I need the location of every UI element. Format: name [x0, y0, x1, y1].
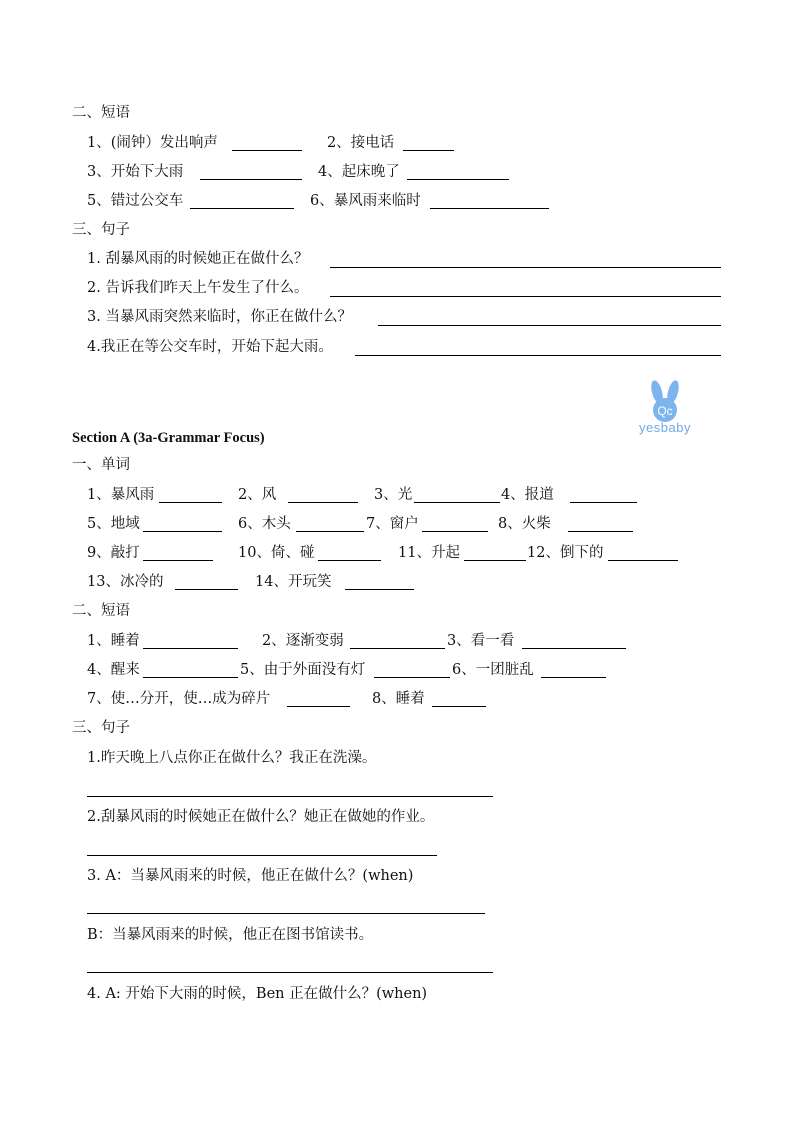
sentence-prompt: 3. A：当暴风雨来的时候，他正在做什么？(when): [87, 868, 414, 884]
word-item: 1、暴风雨: [87, 487, 155, 503]
sentence-prompt: 1.昨天晚上八点你正在做什么？我正在洗澡。: [87, 750, 377, 766]
answer-line[interactable]: [87, 913, 485, 914]
section-title: Section A (3a-Grammar Focus): [72, 430, 265, 446]
answer-blank[interactable]: [143, 560, 213, 561]
answer-blank[interactable]: [464, 560, 526, 561]
phrases-heading: 二、短语: [72, 105, 130, 121]
answer-blank[interactable]: [175, 589, 238, 590]
phrase-item: 8、睡着: [372, 691, 425, 707]
answer-blank[interactable]: [541, 677, 606, 678]
word-item: 14、开玩笑: [255, 574, 332, 590]
answer-blank[interactable]: [407, 179, 509, 180]
answer-blank[interactable]: [200, 179, 302, 180]
sentence-prompt: 2. 告诉我们昨天上午发生了什么。: [87, 280, 309, 296]
bunny-icon: [630, 380, 700, 424]
answer-blank[interactable]: [345, 589, 414, 590]
word-item: 6、木头: [238, 516, 291, 532]
phrase-item: 1、(闹钟）发出响声: [87, 135, 218, 151]
answer-blank[interactable]: [350, 648, 445, 649]
word-item: 2、风: [238, 487, 277, 503]
word-item: 13、冰冷的: [87, 574, 164, 590]
answer-line[interactable]: [87, 855, 437, 856]
phrase-item: 6、暴风雨来临时: [310, 193, 421, 209]
sentence-prompt: 4. A: 开始下大雨的时候，Ben 正在做什么？(when): [87, 986, 428, 1002]
sentences-heading: 三、句子: [72, 222, 130, 238]
answer-line[interactable]: [378, 325, 721, 326]
answer-blank[interactable]: [414, 502, 500, 503]
phrase-item: 4、醒来: [87, 662, 140, 678]
answer-blank[interactable]: [159, 502, 222, 503]
answer-blank[interactable]: [318, 560, 381, 561]
word-item: 9、敲打: [87, 545, 140, 561]
phrase-item: 4、起床晚了: [318, 164, 400, 180]
sentences-heading: 三、句子: [72, 720, 130, 736]
sentence-prompt: 2.刮暴风雨的时候她正在做什么？她正在做她的作业。: [87, 809, 435, 825]
word-item: 12、倒下的: [527, 545, 604, 561]
answer-blank[interactable]: [232, 150, 302, 151]
phrase-item: 1、睡着: [87, 633, 140, 649]
word-item: 5、地域: [87, 516, 140, 532]
word-item: 3、光: [374, 487, 413, 503]
phrase-item: 7、使…分开，使…成为碎片: [87, 691, 271, 707]
words-heading: 一、单词: [72, 457, 130, 473]
answer-blank[interactable]: [422, 531, 488, 532]
answer-blank[interactable]: [522, 648, 626, 649]
answer-blank[interactable]: [143, 648, 238, 649]
phrase-item: 5、错过公交车: [87, 193, 184, 209]
answer-blank[interactable]: [403, 150, 454, 151]
answer-blank[interactable]: [430, 208, 549, 209]
answer-blank[interactable]: [288, 502, 358, 503]
sentence-prompt: B：当暴风雨来的时候，他正在图书馆读书。: [87, 927, 374, 943]
phrase-item: 3、看一看: [447, 633, 515, 649]
answer-blank[interactable]: [190, 208, 294, 209]
sentence-prompt: 1. 刮暴风雨的时候她正在做什么？: [87, 251, 309, 267]
word-item: 11、升起: [398, 545, 460, 561]
answer-blank[interactable]: [608, 560, 678, 561]
answer-blank[interactable]: [287, 706, 350, 707]
svg-text:Qc: Qc: [657, 404, 673, 418]
answer-blank[interactable]: [296, 531, 364, 532]
phrases-heading: 二、短语: [72, 603, 130, 619]
phrase-item: 6、一团脏乱: [452, 662, 534, 678]
yesbaby-logo: [630, 380, 700, 440]
sentence-prompt: 3. 当暴风雨突然来临时，你正在做什么？: [87, 309, 352, 325]
answer-blank[interactable]: [432, 706, 486, 707]
word-item: 7、窗户: [366, 516, 419, 532]
phrase-item: 5、由于外面没有灯: [240, 662, 366, 678]
phrase-item: 2、逐渐变弱: [262, 633, 344, 649]
answer-line[interactable]: [87, 972, 493, 973]
answer-line[interactable]: [330, 267, 721, 268]
phrase-item: 2、接电话: [327, 135, 395, 151]
word-item: 4、报道: [501, 487, 554, 503]
word-item: 8、火柴: [498, 516, 551, 532]
answer-line[interactable]: [355, 355, 721, 356]
answer-blank[interactable]: [143, 677, 238, 678]
phrase-item: 3、开始下大雨: [87, 164, 184, 180]
answer-line[interactable]: [330, 296, 721, 297]
answer-line[interactable]: [87, 796, 493, 797]
answer-blank[interactable]: [374, 677, 450, 678]
word-item: 10、倚、碰: [238, 545, 315, 561]
logo-wordmark: yesbaby: [639, 420, 691, 435]
answer-blank[interactable]: [568, 531, 633, 532]
sentence-prompt: 4.我正在等公交车时，开始下起大雨。: [87, 339, 333, 355]
answer-blank[interactable]: [570, 502, 637, 503]
answer-blank[interactable]: [143, 531, 222, 532]
